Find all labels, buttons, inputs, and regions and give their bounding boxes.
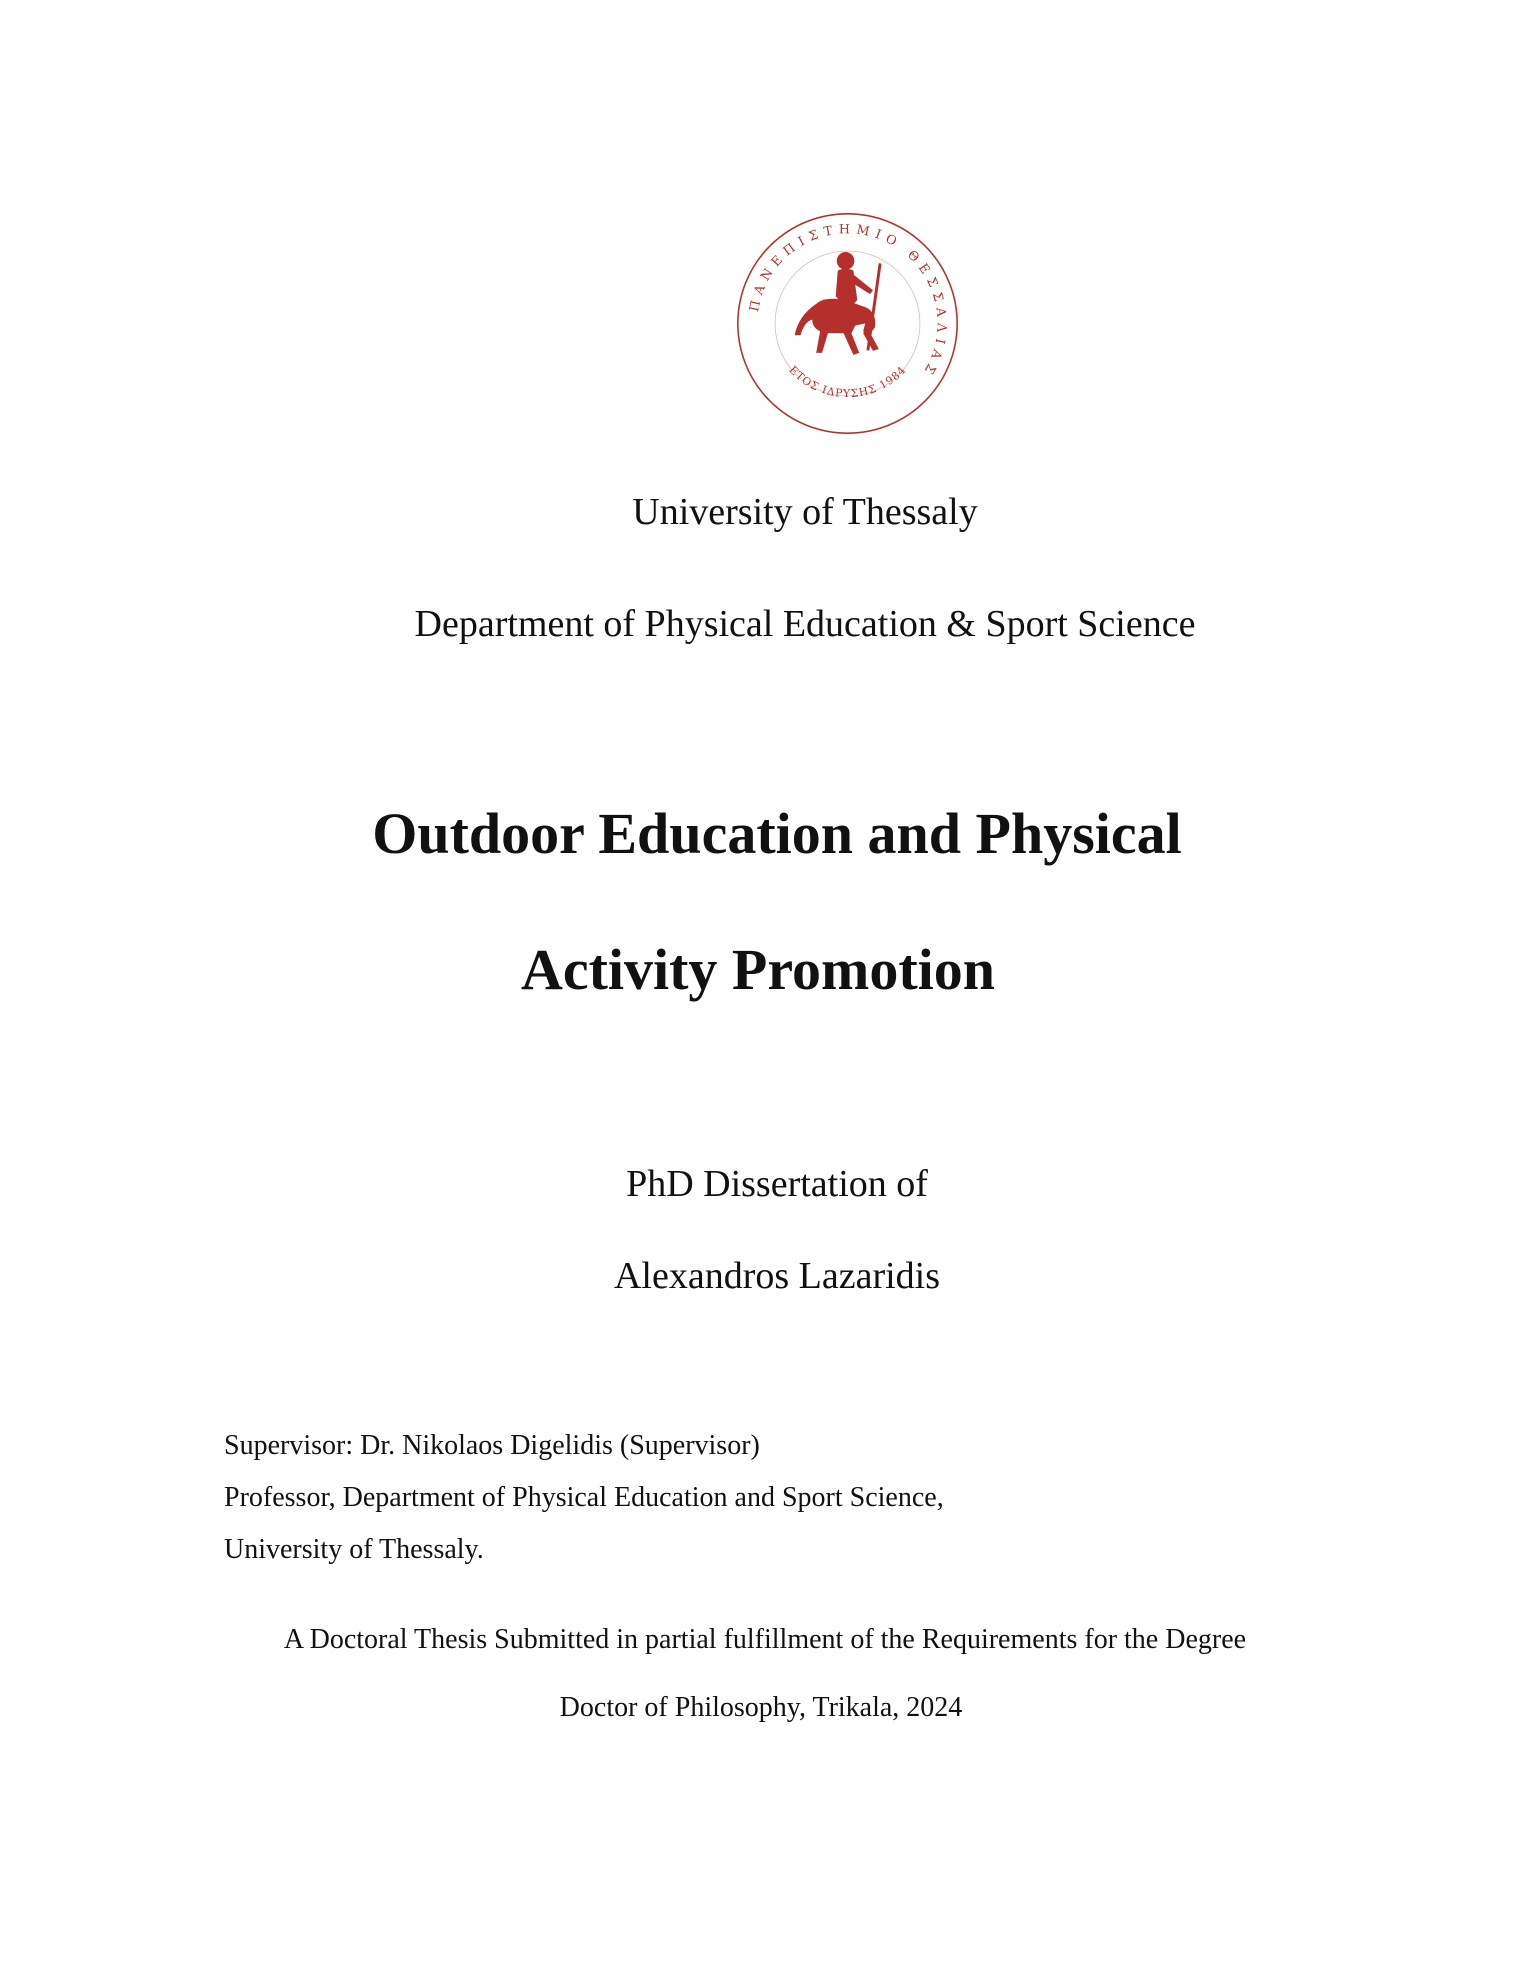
thesis-title-line-1: Outdoor Education and Physical [372,801,1182,866]
university-seal-centaur-icon [730,206,965,441]
submission-statement: A Doctoral Thesis Submitted in partial fulfillment of the Requirements for the Degree [283,1624,1247,1655]
thesis-title-line-2: Activity Promotion [520,937,996,1002]
svg-text:ΕΤΟΣ ΙΔΡΥΣΗΣ 1984: ΕΤΟΣ ΙΔΡΥΣΗΣ 1984 [786,363,909,401]
svg-text:ΠΑΝΕΠΙΣΤΗΜΙΟ ΘΕΣΣΑΛΙΑΣ: ΠΑΝΕΠΙΣΤΗΜΙΟ ΘΕΣΣΑΛΙΑΣ [746,221,950,382]
dissertation-label: PhD Dissertation of [626,1163,928,1205]
author-name: Alexandros Lazaridis [613,1255,941,1297]
supervisor-info [224,1420,944,1576]
university-name: University of Thessaly [632,491,978,533]
degree-place-year: Doctor of Philosophy, Trikala, 2024 [559,1692,963,1723]
supervisor-line-3: University of Thessaly. [224,1534,484,1565]
department-name: Department of Physical Education & Sport Science [414,603,1196,645]
supervisor-line-1: Supervisor: Dr. Nikolaos Digelidis (Supervisor) [224,1430,760,1461]
supervisor-line-2: Professor, Department of Physical Education and Sport Science, [224,1482,944,1513]
